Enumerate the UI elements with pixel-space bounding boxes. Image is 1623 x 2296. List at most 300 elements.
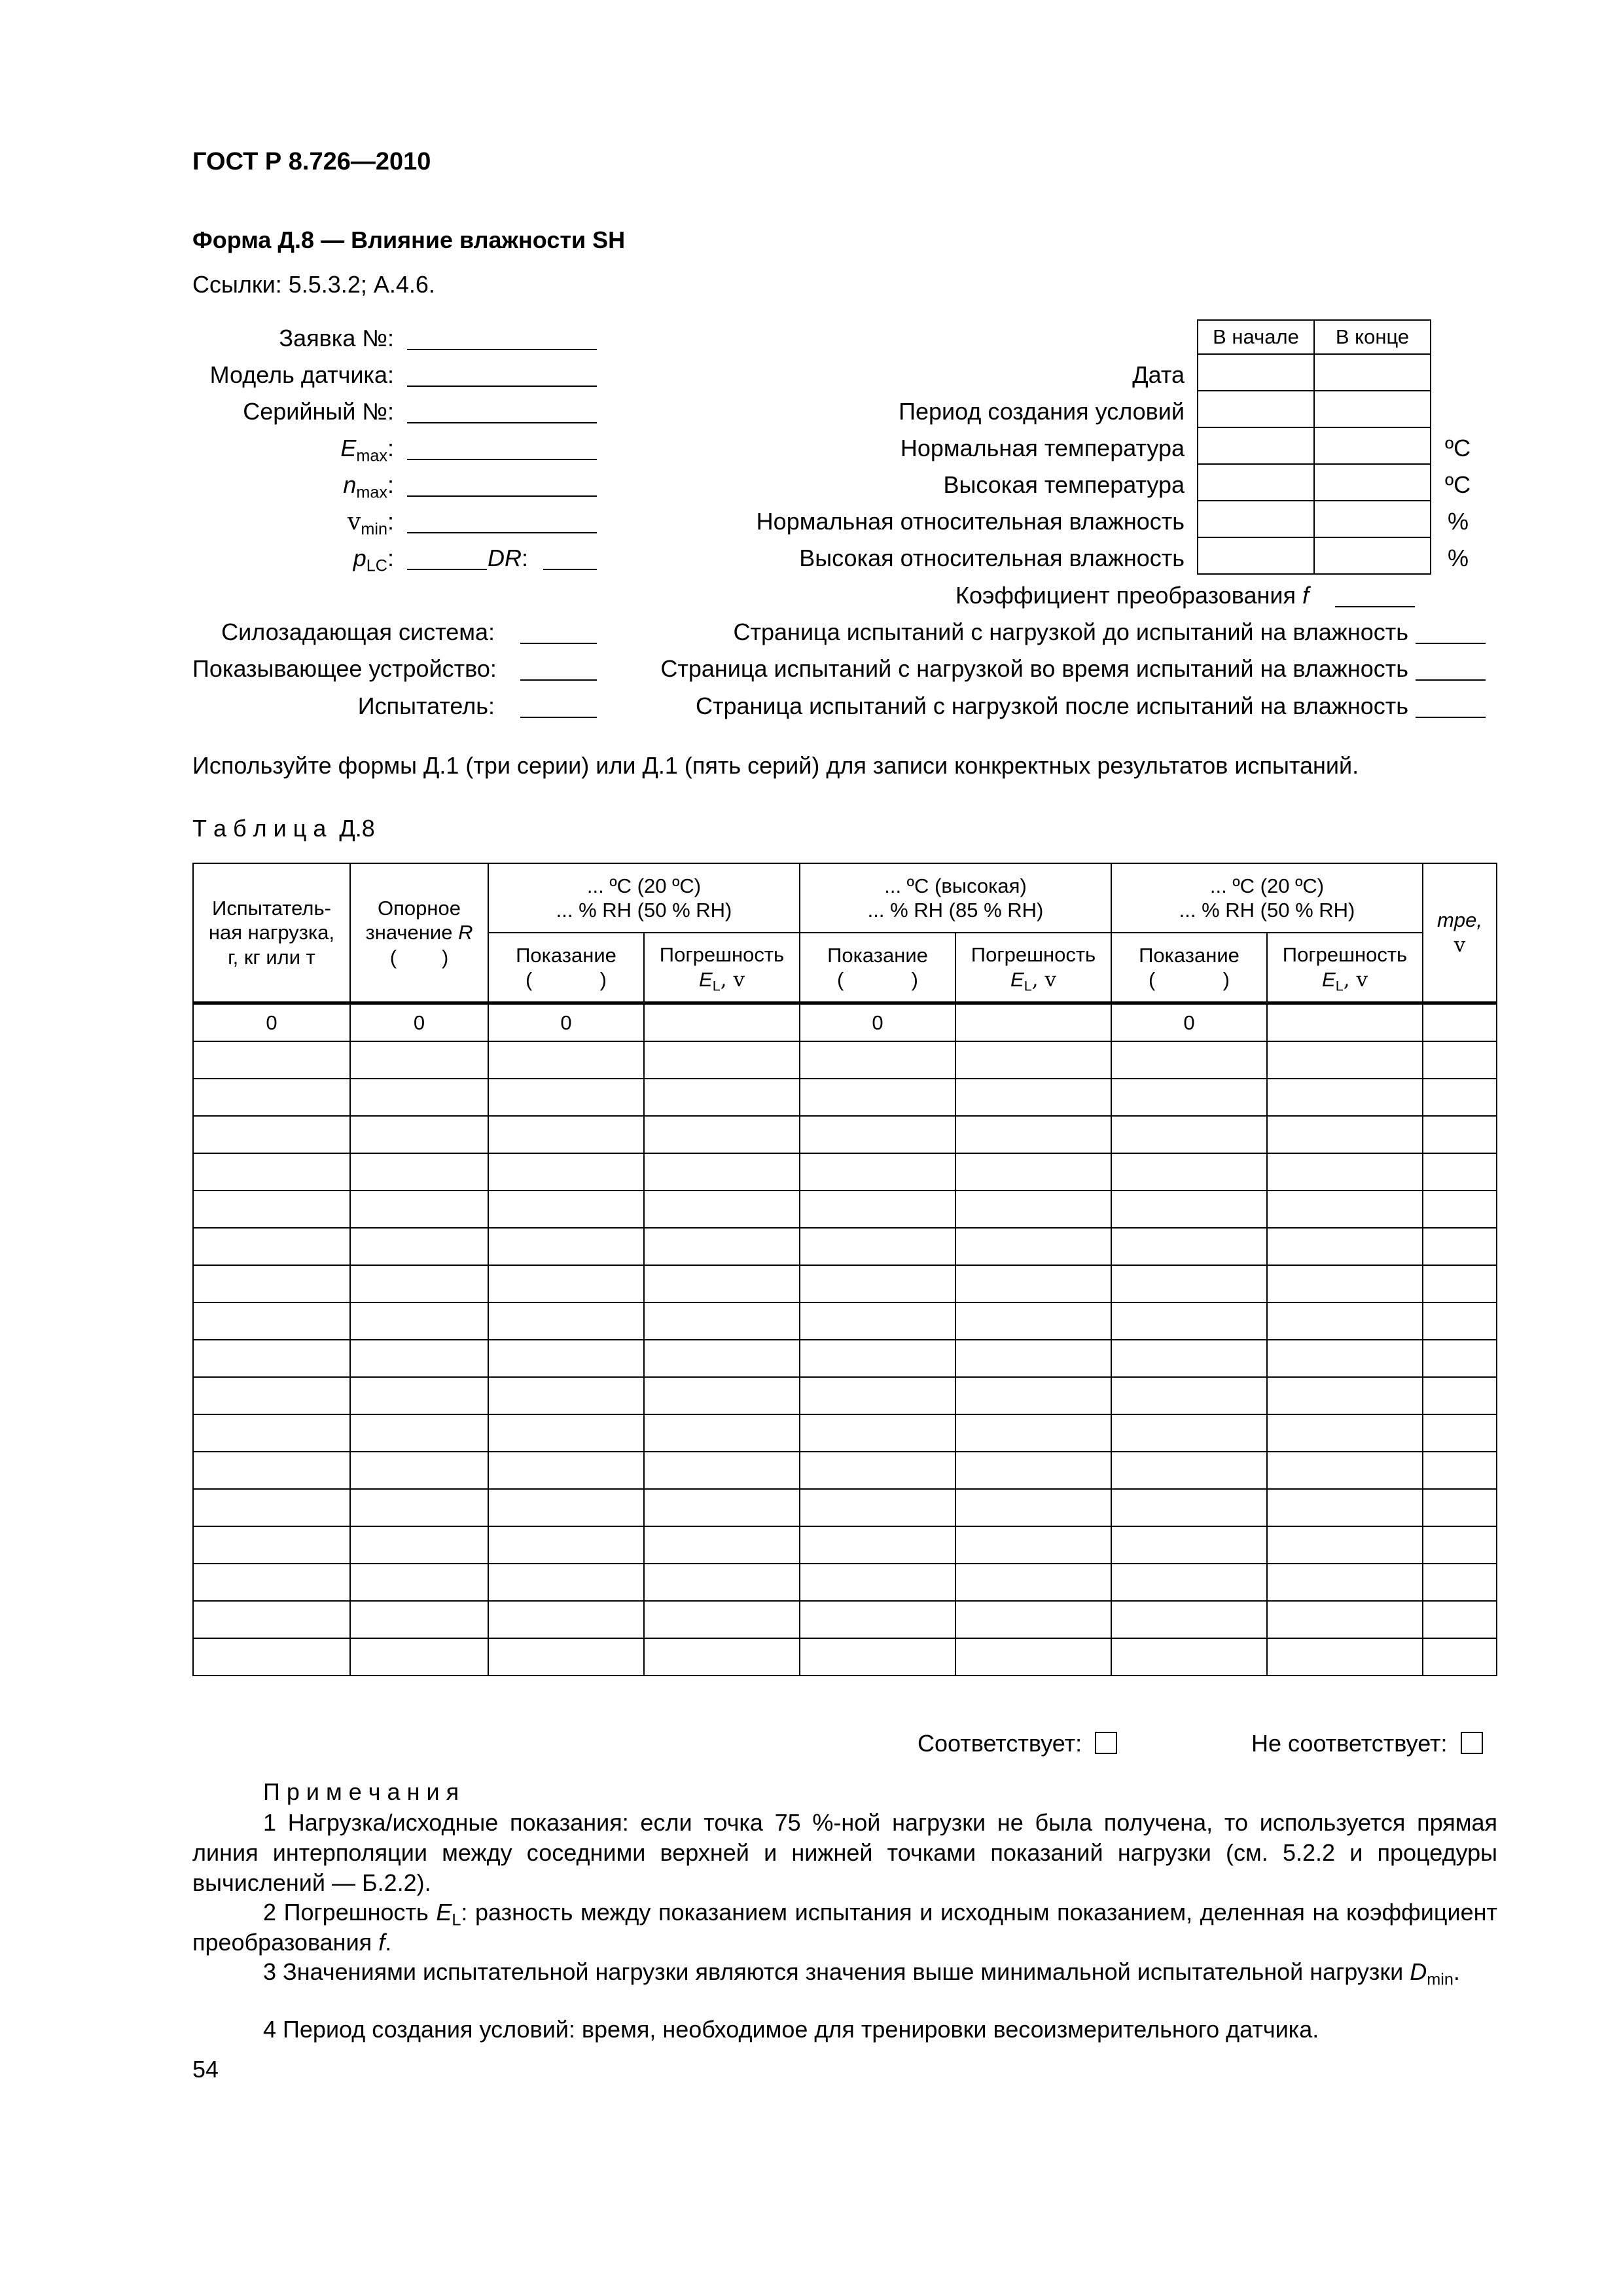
table-cell[interactable] <box>488 1414 644 1452</box>
emax-sub: max <box>356 446 387 465</box>
error1-text: Погрешность <box>659 943 785 967</box>
page-during-label: Страница испытаний с нагрузкой во время испытаний на влажность <box>660 655 1408 682</box>
table-cell[interactable] <box>644 1265 800 1302</box>
table-cell[interactable] <box>488 1153 644 1191</box>
table-cell[interactable] <box>488 1265 644 1302</box>
table-cell[interactable] <box>488 1041 644 1079</box>
table-cell[interactable] <box>1267 1228 1423 1265</box>
table-cell[interactable] <box>1111 1564 1267 1601</box>
table-cell[interactable] <box>1267 1191 1423 1228</box>
high-hum-start-cell[interactable] <box>1198 537 1314 574</box>
note-3-sub: min <box>1427 1970 1454 1989</box>
table-cell[interactable] <box>350 1265 488 1302</box>
table-cell[interactable] <box>488 1079 644 1116</box>
table-cell[interactable] <box>955 1265 1111 1302</box>
table-cell[interactable] <box>800 1526 955 1564</box>
note-1: 1 Нагрузка/исходные показания: если точка 75 %-ной нагрузки не была получена, то используется прямая линия интерполяции между соседними верхней и нижней точками показаний нагрузки (см. 5.2.2 и процедуры вычислений — Б.2.2). <box>192 1809 1497 1897</box>
error1-unit: , v <box>720 967 745 992</box>
table-cell[interactable] <box>1111 1414 1267 1452</box>
compliance-yes-label: Соответствует: <box>918 1730 1082 1757</box>
model-label: Модель датчика: <box>209 361 394 388</box>
table-cell[interactable] <box>1423 1452 1497 1489</box>
norm-temp-end-cell[interactable] <box>1314 427 1431 464</box>
table-cell[interactable] <box>800 1377 955 1414</box>
tester-label: Испытатель: <box>357 692 495 719</box>
dr-symbol: DR <box>488 545 522 571</box>
table-cell[interactable] <box>193 1340 350 1377</box>
table-cell[interactable] <box>488 1526 644 1564</box>
table-cell[interactable] <box>350 1414 488 1452</box>
table-cell[interactable] <box>350 1377 488 1414</box>
table-cell[interactable] <box>350 1228 488 1265</box>
error1-header <box>644 933 800 1003</box>
table-cell[interactable] <box>955 1340 1111 1377</box>
col-ref-R: R <box>458 921 473 944</box>
table-cell[interactable] <box>193 1191 350 1228</box>
force-system-label: Силозадающая система: <box>221 619 495 645</box>
table-cell[interactable] <box>350 1153 488 1191</box>
table-cell[interactable] <box>800 1452 955 1489</box>
error3-text: Погрешность <box>1282 943 1408 967</box>
table-cell[interactable] <box>644 1079 800 1116</box>
table-cell[interactable] <box>955 1041 1111 1079</box>
request-field-line[interactable] <box>407 349 597 350</box>
serial-field-line[interactable] <box>407 422 597 423</box>
table-cell[interactable] <box>350 1191 488 1228</box>
table-cell[interactable] <box>350 1638 488 1676</box>
table-cell[interactable] <box>800 1340 955 1377</box>
table-cell[interactable] <box>955 1638 1111 1676</box>
table-cell[interactable] <box>1267 1302 1423 1340</box>
vmin-field-line[interactable] <box>407 532 597 533</box>
table-cell[interactable] <box>488 1638 644 1676</box>
table-cell[interactable] <box>955 1414 1111 1452</box>
form-title: Форма Д.8 — Влияние влажности SH <box>192 226 626 253</box>
table-cell[interactable] <box>800 1601 955 1638</box>
table-cell[interactable] <box>350 1116 488 1153</box>
note-2-f: f <box>378 1929 385 1956</box>
table-cell[interactable] <box>955 1116 1111 1153</box>
norm-temp-start-cell[interactable] <box>1198 427 1314 464</box>
table-cell[interactable] <box>1423 1003 1497 1042</box>
norm-hum-label: Нормальная относительная влажность <box>756 508 1185 535</box>
table-cell[interactable] <box>955 1191 1111 1228</box>
reading2-paren: ( ) <box>837 968 918 991</box>
table-row <box>193 1041 1497 1079</box>
emax-label: $E_{max}$: <box>340 435 394 465</box>
table-cell[interactable] <box>1267 1452 1423 1489</box>
table-row <box>193 1489 1497 1526</box>
page-during-field-line[interactable] <box>1416 679 1486 681</box>
table-cell[interactable] <box>1111 1452 1267 1489</box>
table-row <box>193 1191 1497 1228</box>
table-cell[interactable] <box>488 1302 644 1340</box>
compliance-no <box>1251 1729 1483 1757</box>
table-cell[interactable] <box>1111 1302 1267 1340</box>
table-row <box>193 1452 1497 1489</box>
table-cell[interactable] <box>955 1153 1111 1191</box>
tester-field-line[interactable] <box>520 717 597 718</box>
emax-symbol: E <box>340 435 357 461</box>
reading3-header <box>1111 933 1267 1003</box>
date-label: Дата <box>1132 361 1185 388</box>
table-cell[interactable] <box>955 1079 1111 1116</box>
table-cell[interactable] <box>1423 1526 1497 1564</box>
error2-E: E <box>1010 967 1024 991</box>
table-cell[interactable] <box>488 1601 644 1638</box>
page-after-label: Страница испытаний с нагрузкой после испытаний на влажность <box>696 692 1408 719</box>
table-cell[interactable] <box>1267 1601 1423 1638</box>
table-cell[interactable] <box>1111 1489 1267 1526</box>
table-cell[interactable] <box>644 1191 800 1228</box>
table-cell[interactable] <box>350 1601 488 1638</box>
mpe-header <box>1423 863 1497 1003</box>
note-2-sub: L <box>452 1910 461 1929</box>
note-2-b: : разность между показанием испытания и исходным показанием, деленная на коэффициент преобразования <box>192 1899 1497 1956</box>
error1-E: E <box>699 967 713 991</box>
table-cell[interactable] <box>193 1302 350 1340</box>
instruction-text: Используйте формы Д.1 (три серии) или Д.1 (пять серий) для записи конкректных результатов испытаний. <box>192 752 1359 779</box>
high-temp-start-cell[interactable] <box>1198 464 1314 501</box>
table-cell[interactable] <box>350 1041 488 1079</box>
table-cell[interactable] <box>1423 1489 1497 1526</box>
table-cell[interactable] <box>955 1526 1111 1564</box>
table-cell[interactable] <box>193 1414 350 1452</box>
table-cell[interactable] <box>1111 1265 1267 1302</box>
emax-field-line[interactable] <box>407 459 597 460</box>
table-cell[interactable] <box>488 1564 644 1601</box>
table-cell[interactable] <box>955 1452 1111 1489</box>
table-row <box>193 1414 1497 1452</box>
table-cell[interactable] <box>800 1079 955 1116</box>
error1-sub: L <box>712 977 721 994</box>
mpe-text: mpe, <box>1437 908 1482 932</box>
plc-sub: LC <box>366 556 387 575</box>
table-cell[interactable] <box>644 1414 800 1452</box>
table-cell[interactable] <box>1423 1564 1497 1601</box>
reading1-text: Показание <box>516 943 616 967</box>
nmax-symbol: n <box>343 471 357 498</box>
page-before-label: Страница испытаний с нагрузкой до испытаний на влажность <box>733 619 1408 645</box>
table-cell[interactable]: 0 <box>800 1003 955 1042</box>
table-cell[interactable] <box>488 1340 644 1377</box>
note-2-E: E <box>436 1899 452 1926</box>
indicator-field-line[interactable] <box>520 679 597 681</box>
table-cell[interactable] <box>1111 1041 1267 1079</box>
table-cell[interactable] <box>488 1116 644 1153</box>
table-cell[interactable] <box>800 1265 955 1302</box>
col-ref-header <box>350 863 488 1003</box>
table-cell[interactable] <box>1267 1265 1423 1302</box>
compliance-no-label: Не соответствует: <box>1251 1730 1448 1757</box>
table-cell[interactable] <box>193 1228 350 1265</box>
table-cell[interactable] <box>193 1489 350 1526</box>
nmax-field-line[interactable] <box>407 495 597 497</box>
table-caption: Т а б л и ц а Д.8 <box>192 815 375 842</box>
table-cell[interactable] <box>955 1228 1111 1265</box>
plc-field-line[interactable] <box>407 569 487 570</box>
table-row <box>193 1003 1497 1042</box>
table-cell[interactable] <box>955 1377 1111 1414</box>
results-table <box>192 863 1497 1676</box>
table-row <box>193 1228 1497 1265</box>
table-cell[interactable] <box>1267 1638 1423 1676</box>
unit-c-2: ºC <box>1445 471 1471 498</box>
plc-symbol: p <box>353 545 366 571</box>
table-cell[interactable]: 0 <box>350 1003 488 1042</box>
error3-sub: L <box>1335 977 1344 994</box>
norm-hum-end-cell[interactable] <box>1314 501 1431 537</box>
table-cell[interactable]: 0 <box>1111 1003 1267 1042</box>
reading1-header <box>488 933 644 1003</box>
table-row <box>193 1265 1497 1302</box>
table-cell[interactable] <box>193 1601 350 1638</box>
table-cell[interactable] <box>644 1452 800 1489</box>
force-system-field-line[interactable] <box>520 643 597 644</box>
table-cell[interactable] <box>1423 1041 1497 1079</box>
high-hum-label: Высокая относительная влажность <box>799 545 1185 571</box>
table-cell[interactable] <box>1267 1079 1423 1116</box>
compliance-no-checkbox[interactable] <box>1461 1732 1483 1754</box>
table-cell[interactable]: 0 <box>193 1003 350 1042</box>
table-cell[interactable] <box>1267 1340 1423 1377</box>
model-field-line[interactable] <box>407 386 597 387</box>
group2-header: ... ºC (высокая) ... % RH (85 % RH) <box>800 863 1111 933</box>
table-cell[interactable] <box>193 1041 350 1079</box>
col-start-header: В начале <box>1198 320 1314 354</box>
high-temp-label: Высокая температура <box>943 471 1185 498</box>
table-cell[interactable] <box>1423 1153 1497 1191</box>
error3-E: E <box>1322 967 1336 991</box>
unit-pct-2: % <box>1448 545 1469 571</box>
coef-field-line[interactable] <box>1335 606 1415 607</box>
table-cell[interactable] <box>488 1452 644 1489</box>
table-cell[interactable] <box>193 1638 350 1676</box>
table-cell[interactable] <box>644 1041 800 1079</box>
date-start-cell[interactable] <box>1198 354 1314 391</box>
table-cell[interactable] <box>1423 1340 1497 1377</box>
note-2-a: 2 Погрешность <box>263 1899 429 1926</box>
group1-header: ... ºC (20 ºC) ... % RH (50 % RH) <box>488 863 800 933</box>
table-cell[interactable] <box>193 1116 350 1153</box>
table-cell[interactable] <box>644 1116 800 1153</box>
page-number: 54 <box>192 2056 219 2083</box>
table-row <box>193 1377 1497 1414</box>
standard-header: ГОСТ Р 8.726—2010 <box>192 148 431 175</box>
table-cell[interactable] <box>488 1377 644 1414</box>
table-cell[interactable] <box>1423 1414 1497 1452</box>
table-cell[interactable] <box>800 1489 955 1526</box>
table-row <box>193 1116 1497 1153</box>
table-cell[interactable] <box>350 1079 488 1116</box>
period-label: Период создания условий <box>899 398 1185 425</box>
table-cell[interactable] <box>1111 1377 1267 1414</box>
notes-title: П р и м е ч а н и я <box>263 1778 459 1805</box>
table-cell[interactable] <box>1111 1638 1267 1676</box>
table-cell[interactable] <box>1423 1377 1497 1414</box>
table-cell[interactable] <box>644 1153 800 1191</box>
mpe-unit: v <box>1454 933 1466 957</box>
error2-header <box>955 933 1111 1003</box>
error2-text: Погрешность <box>971 943 1096 967</box>
table-row <box>193 1526 1497 1564</box>
request-label: Заявка №: <box>279 325 394 351</box>
table-cell[interactable] <box>1267 1153 1423 1191</box>
table-cell[interactable] <box>800 1041 955 1079</box>
period-start-cell[interactable] <box>1198 391 1314 427</box>
table-cell[interactable] <box>193 1564 350 1601</box>
table-cell[interactable] <box>350 1526 488 1564</box>
note-3-text: 3 Значениями испытательной нагрузки являются значения выше минимальной испытательной нагрузки <box>263 1958 1404 1985</box>
table-cell[interactable] <box>1423 1228 1497 1265</box>
date-end-cell[interactable] <box>1314 354 1431 391</box>
note-3 <box>192 1957 1497 1987</box>
table-cell[interactable] <box>800 1116 955 1153</box>
norm-temp-label: Нормальная температура <box>900 435 1185 461</box>
col-ref-paren: ( ) <box>389 945 449 969</box>
table-cell[interactable] <box>955 1003 1111 1042</box>
indicator-label: Показывающее устройство: <box>192 655 497 682</box>
table-cell[interactable] <box>1423 1079 1497 1116</box>
table-cell[interactable] <box>1111 1601 1267 1638</box>
table-cell[interactable] <box>1267 1526 1423 1564</box>
table-cell[interactable] <box>193 1153 350 1191</box>
table-row <box>193 1153 1497 1191</box>
table-cell[interactable] <box>1267 1116 1423 1153</box>
table-cell[interactable] <box>1267 1041 1423 1079</box>
table-cell[interactable] <box>1267 1414 1423 1452</box>
reading1-paren: ( ) <box>526 968 607 991</box>
table-cell[interactable] <box>193 1377 350 1414</box>
coef-text: Коэффициент преобразования <box>955 582 1296 609</box>
error3-header <box>1267 933 1423 1003</box>
table-cell[interactable] <box>955 1601 1111 1638</box>
table-cell[interactable] <box>1423 1638 1497 1676</box>
table-cell[interactable] <box>350 1340 488 1377</box>
reading3-paren: ( ) <box>1149 968 1230 991</box>
reading3-text: Показание <box>1139 943 1240 967</box>
table-cell[interactable] <box>644 1489 800 1526</box>
norm-hum-start-cell[interactable] <box>1198 501 1314 537</box>
table-cell[interactable] <box>1111 1340 1267 1377</box>
table-cell[interactable] <box>644 1228 800 1265</box>
unit-pct-1: % <box>1448 508 1469 535</box>
note-3-c: . <box>1453 1958 1460 1985</box>
table-cell[interactable] <box>1267 1564 1423 1601</box>
table-cell[interactable] <box>800 1153 955 1191</box>
form-refs: Ссылки: 5.5.3.2; А.4.6. <box>192 271 435 298</box>
serial-label: Серийный №: <box>243 398 394 425</box>
table-cell[interactable] <box>350 1452 488 1489</box>
table-cell[interactable] <box>1423 1302 1497 1340</box>
table-cell[interactable] <box>488 1228 644 1265</box>
table-cell[interactable] <box>1111 1191 1267 1228</box>
col-ref-text: Опорное значение <box>365 897 461 944</box>
table-row <box>193 1564 1497 1601</box>
table-cell[interactable] <box>193 1079 350 1116</box>
table-cell[interactable] <box>1111 1526 1267 1564</box>
coef-label <box>851 581 1309 609</box>
table-cell[interactable] <box>644 1526 800 1564</box>
table-row <box>193 1340 1497 1377</box>
table-cell[interactable] <box>1267 1003 1423 1042</box>
table-row <box>193 1601 1497 1638</box>
table-cell[interactable] <box>644 1564 800 1601</box>
coef-f-symbol: f <box>1302 582 1309 609</box>
table-cell[interactable] <box>350 1564 488 1601</box>
period-end-cell[interactable] <box>1314 391 1431 427</box>
table-cell[interactable] <box>644 1638 800 1676</box>
table-cell[interactable] <box>1111 1228 1267 1265</box>
table-cell[interactable] <box>955 1302 1111 1340</box>
table-cell[interactable] <box>644 1340 800 1377</box>
note-4: 4 Период создания условий: время, необходимое для тренировки весоизмерительного датчика. <box>263 2016 1319 2043</box>
nmax-label: $n_{max}$: <box>343 471 394 502</box>
table-cell[interactable] <box>800 1638 955 1676</box>
error2-sub: L <box>1024 977 1032 994</box>
table-cell[interactable] <box>488 1489 644 1526</box>
vmin-sub: min <box>361 520 387 539</box>
table-cell[interactable] <box>488 1191 644 1228</box>
unit-c-1: ºC <box>1445 435 1471 461</box>
table-cell[interactable] <box>800 1414 955 1452</box>
table-cell[interactable] <box>644 1601 800 1638</box>
col-end-header: В конце <box>1314 320 1431 354</box>
plc-label: $p_{LC}$: <box>353 545 394 575</box>
table-cell[interactable] <box>193 1265 350 1302</box>
table-cell[interactable] <box>1423 1265 1497 1302</box>
table-cell[interactable] <box>644 1302 800 1340</box>
table-cell[interactable]: 0 <box>488 1003 644 1042</box>
reading2-text: Показание <box>827 943 928 967</box>
table-cell[interactable] <box>955 1489 1111 1526</box>
note-2 <box>192 1897 1497 1958</box>
page-before-field-line[interactable] <box>1416 643 1486 644</box>
table-cell[interactable] <box>193 1452 350 1489</box>
high-hum-end-cell[interactable] <box>1314 537 1431 574</box>
note-3-D: D <box>1410 1958 1427 1985</box>
vmin-symbol: v <box>348 509 361 535</box>
table-cell[interactable] <box>1111 1153 1267 1191</box>
table-cell[interactable] <box>350 1489 488 1526</box>
table-cell[interactable] <box>800 1302 955 1340</box>
table-cell[interactable] <box>1111 1079 1267 1116</box>
table-cell[interactable] <box>1111 1116 1267 1153</box>
vmin-label: $v_{min}$: <box>348 508 394 539</box>
table-cell[interactable] <box>193 1526 350 1564</box>
table-cell[interactable] <box>644 1003 800 1042</box>
table-cell[interactable] <box>800 1191 955 1228</box>
high-temp-end-cell[interactable] <box>1314 464 1431 501</box>
table-cell[interactable] <box>800 1564 955 1601</box>
table-cell[interactable] <box>644 1377 800 1414</box>
dr-label: DR: <box>488 545 529 571</box>
col-load-header: Испытатель- ная нагрузка, г, кг или т <box>193 863 350 1003</box>
table-cell[interactable] <box>955 1564 1111 1601</box>
table-cell[interactable] <box>350 1302 488 1340</box>
group3-header: ... ºC (20 ºC) ... % RH (50 % RH) <box>1111 863 1423 933</box>
compliance-yes-checkbox[interactable] <box>1095 1732 1117 1754</box>
table-cell[interactable] <box>1423 1191 1497 1228</box>
table-cell[interactable] <box>1267 1377 1423 1414</box>
table-cell[interactable] <box>800 1228 955 1265</box>
conditions-box <box>1197 319 1431 575</box>
table-cell[interactable] <box>1267 1489 1423 1526</box>
table-cell[interactable] <box>1423 1601 1497 1638</box>
compliance-yes <box>918 1729 1117 1757</box>
page-after-field-line[interactable] <box>1416 717 1486 718</box>
table-cell[interactable] <box>1423 1116 1497 1153</box>
